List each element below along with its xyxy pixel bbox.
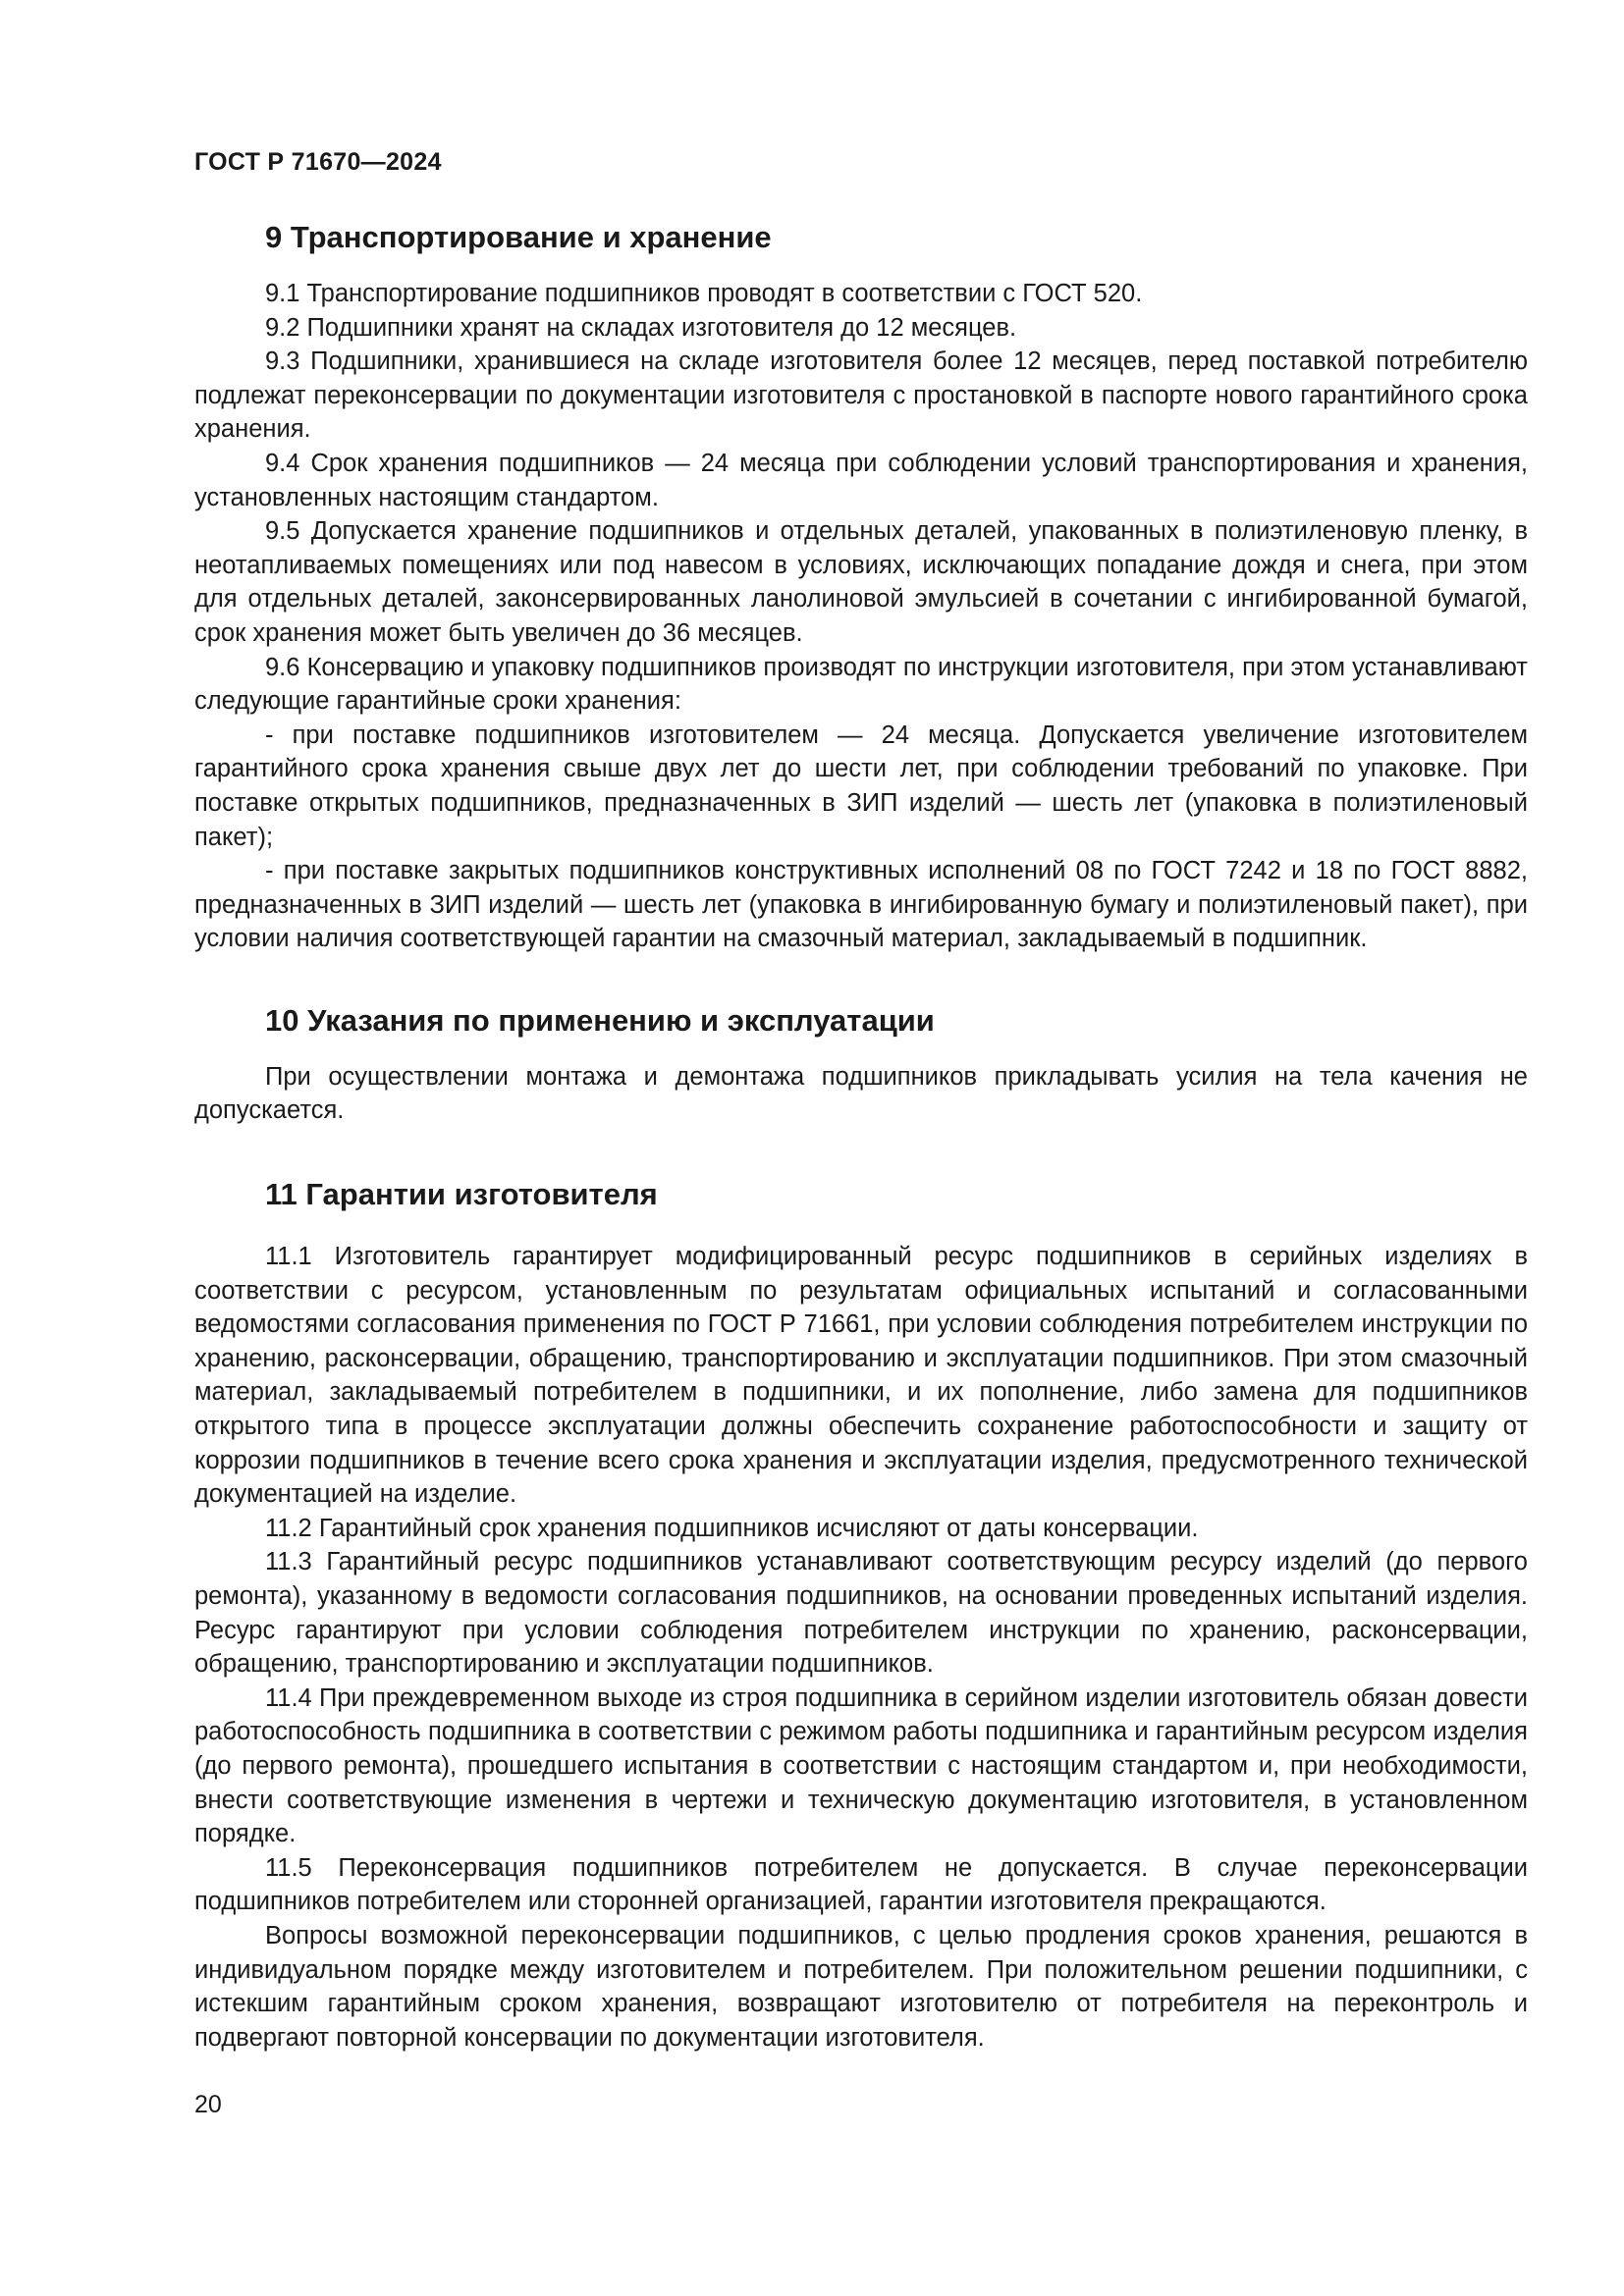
paragraph-9-3: 9.3 Подшипники, хранившиеся на складе изготовителя более 12 месяцев, перед поставкой потребителю подлежат переконсервации по документации изготовителя с простановкой в паспорте нового гарантийного срока хранения. [194,347,1528,444]
document-body [194,218,1528,2055]
paragraph-9-6: 9.6 Консервацию и упаковку подшипников производят по инструкции изготовителя, при этом устанавливают следующие гарантийные сроки хранения: [194,653,1528,716]
paragraph-11-3: 11.3 Гарантийный ресурс подшипников устанавливают соответствующим ресурсу изделий (до первого ремонта), указанному в ведомости согласования подшипников, на основании проведенных испытаний изделия. Ресурс гарантируют при условии соблюдения потребителем инструкции по хранению, расконсервации, обращению, транспортированию и эксплуатации подшипников. [194,1548,1528,1679]
paragraph-9-4: 9.4 Срок хранения подшипников — 24 месяца при соблюдении условий транспортирования и хранения, установленных настоящим стандартом. [194,449,1528,511]
list-item-9-6-b: - при поставке закрытых подшипников конструктивных исполнений 08 по ГОСТ 7242 и 18 по ГОСТ 8882, предназначенных в ЗИП изделий — шесть лет (упаковка в ингибированную бумагу и полиэтиленовый пакет), при условии наличия соответствующей гарантии на смазочный материал, закладываемый в подшипник. [194,857,1528,953]
section-title-9: 9 Транспортирование и хранение [265,220,772,254]
section-title-10: 10 Указания по применению и эксплуатации [265,1002,935,1038]
paragraph-11-5: 11.5 Переконсервация подшипников потребителем не допускается. В случае переконсервации подшипников потребителем или сторонней организацией, гарантии изготовителя прекращаются. [194,1853,1528,1916]
list-item-9-6-a: - при поставке подшипников изготовителем — 24 месяца. Допускается увеличение изготовителем гарантийного срока хранения свыше двух лет до шести лет, при соблюдении требований по упаковке. При поставке открытых подшипников, предназначенных в ЗИП изделий — шесть лет (упаковка в полиэтиленовый пакет); [194,721,1528,851]
paragraph-10: При осуществлении монтажа и демонтажа подшипников прикладывать усилия на тела качения не допускается. [194,1062,1528,1125]
paragraph-11-4: 11.4 При преждевременном выходе из строя подшипника в серийном изделии изготовитель обязан довести работоспособность подшипника в соответствии с режимом работы подшипника и гарантийным ресурсом изделия (до первого ремонта), прошедшего испытания в соответствии с настоящим стандартом и, при необходимости, внести соответствующие изменения в чертежи и техническую документацию изготовителя, в установленном порядке. [194,1683,1528,1848]
paragraph-9-5: 9.5 Допускается хранение подшипников и отдельных деталей, упакованных в полиэтиленовую пленку, в неотапливаемых помещениях или под навесом в условиях, исключающих попадание дождя и снега, при этом для отдельных деталей, законсервированных ланолиновой эмульсией в сочетании с ингибированной бумагой, срок хранения может быть увеличен до 36 месяцев. [194,517,1528,647]
paragraph-11-2: 11.2 Гарантийный срок хранения подшипников исчисляют от даты консервации. [265,1514,1199,1542]
section-title-11: 11 Гарантии изготовителя [265,1177,658,1212]
page-number: 20 [194,2091,222,2118]
paragraph-9-2: 9.2 Подшипники хранят на складах изготовителя до 12 месяцев. [265,313,1017,342]
paragraph-9-1: 9.1 Транспортирование подшипников проводят в соответствии с ГОСТ 520. [265,280,1143,307]
paragraph-11-1: 11.1 Изготовитель гарантирует модифицированный ресурс подшипников в серийных изделиях в соответствии с ресурсом, установленным по результатам официальных испытаний и согласованными ведомостями согласования применения по ГОСТ Р 71661, при условии соблюдения потребителем инструкции по хранению, расконсервации, обращению, транспортированию и эксплуатации подшипников. При этом смазочный материал, закладываемый потребителем в подшипники, и их пополнение, либо замена для подшипников открытого типа в процессе эксплуатации должны обеспечить сохранение работоспособности и защиту от коррозии подшипников в течение всего срока хранения и эксплуатации изделия, предусмотренного технической документацией на изделие. [194,1243,1528,1509]
paragraph-11-5-cont: Вопросы возможной переконсервации подшипников, с целью продления сроков хранения, решаются в индивидуальном порядке между изготовителем и потребителем. При положительном решении подшипники, с истекшим гарантийным сроком хранения, возвращают изготовителю от потребителя на переконтроль и подвергают повторной консервации по документации изготовителя. [194,1921,1528,2052]
standard-code-header: ГОСТ Р 71670—2024 [194,148,442,176]
